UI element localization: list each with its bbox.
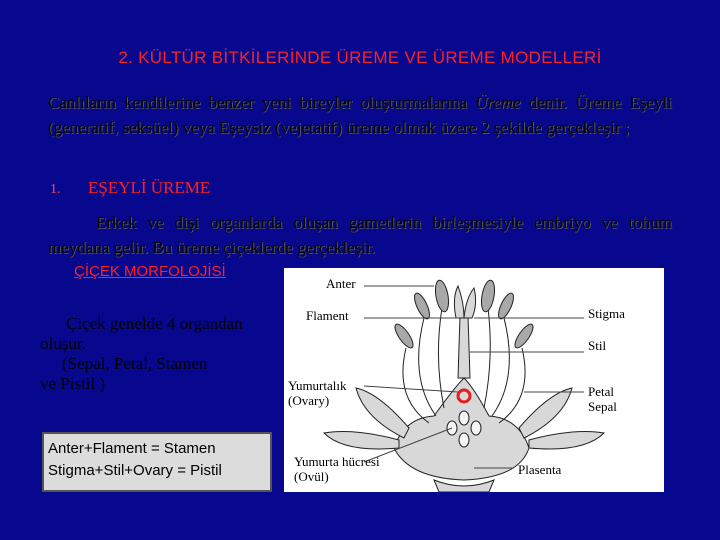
summary-box [42, 432, 272, 492]
label-petal-text: Petal [588, 384, 614, 399]
label-yumurta-hucresi [294, 454, 380, 484]
slide-title: 2. KÜLTÜR BİTKİLERİNDE ÜREME VE ÜREME MODELLERİ [118, 48, 602, 67]
summary-line-2: Stigma+Stil+Ovary = Pistil [48, 462, 222, 479]
intro-paragraph [48, 90, 672, 140]
morphology-title: ÇİÇEK MORFOLOJİSİ [74, 263, 226, 280]
list-number: 1. [50, 182, 61, 197]
label-yumurta-hucresi-text: Yumurta hücresi [294, 454, 380, 469]
label-stil: Stil [588, 338, 607, 353]
morphology-paragraph [40, 314, 280, 394]
intro-text-2: denir. Üreme Eşeyli (generatif, seksüel) veya Eşeysiz (vejetatif) üreme olmak üzere 2 şekilde gerçekleşir ; [48, 93, 672, 137]
intro-text-1: Canlıların kendilerine benzer yeni bireyler oluşturmalarına [48, 93, 476, 112]
label-yumurtalik-text: Yumurtalık [288, 378, 347, 393]
summary-line-1: Anter+Flament = Stamen [48, 440, 216, 457]
list-paragraph: Erkek ve dişi organlarda oluşan gametlerin birleşmesiyle embriyo ve tohum meydana gelir. Bu üreme çiçeklerde gerçekleşir. [48, 213, 672, 257]
label-plasenta: Plasenta [518, 462, 562, 477]
label-sepal-text: Sepal [588, 399, 617, 414]
label-anter: Anter [326, 276, 356, 291]
morphology-line: ve Pistil ) [40, 374, 106, 393]
label-stigma: Stigma [588, 306, 625, 321]
label-ovul-text: (Ovül) [294, 469, 329, 484]
label-petal-sepal [588, 384, 617, 414]
morphology-line: (Sepal, Petal, Stamen [62, 354, 208, 373]
flower-diagram [284, 268, 664, 492]
list-heading: EŞEYLİ ÜREME [88, 178, 211, 197]
intro-italic-term: Üreme [475, 93, 521, 112]
label-yumurtalik [288, 378, 347, 408]
morphology-line: oluşur. [40, 334, 86, 353]
label-flament: Flament [306, 308, 349, 323]
morphology-line: Çiçek genelde 4 organdan [66, 314, 243, 333]
label-ovary-text: (Ovary) [288, 393, 330, 408]
